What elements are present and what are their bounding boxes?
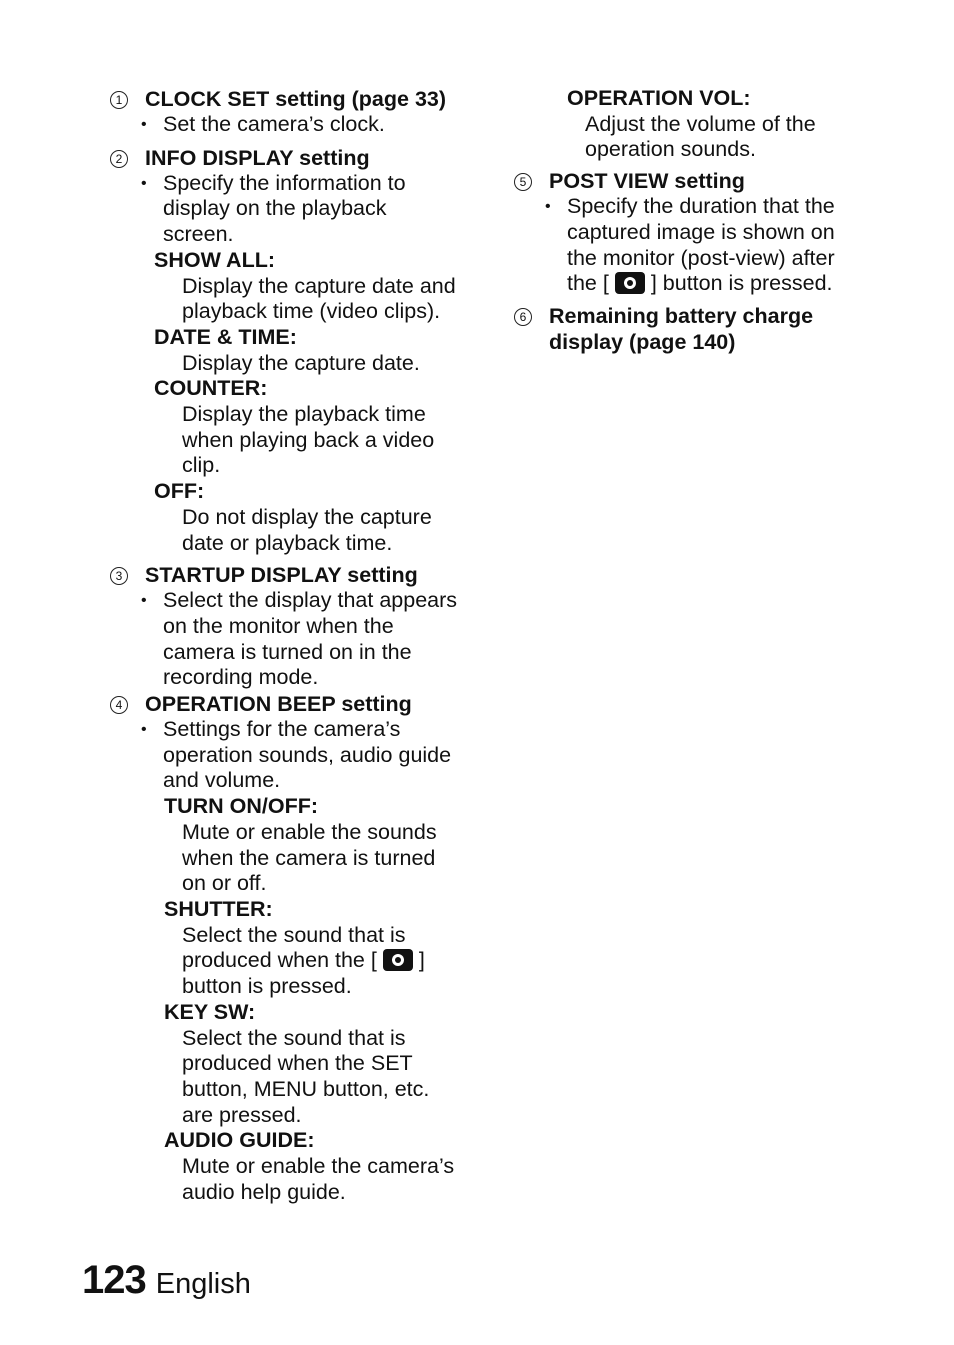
item-number-1: 1 — [110, 91, 128, 109]
text-line: operation sounds, audio guide — [163, 742, 452, 767]
text-line — [567, 271, 872, 297]
sub-heading: AUDIO GUIDE: — [164, 1128, 315, 1153]
sub-heading: COUNTER: — [154, 376, 268, 401]
sub-body — [164, 1154, 478, 1205]
text-fragment: ] — [418, 948, 425, 973]
text-line: button is pressed. — [182, 974, 352, 999]
item-title-line: display (page 140) — [549, 329, 736, 354]
text-line: when the camera is turned — [182, 845, 436, 870]
sub-heading: SHOW ALL: — [154, 247, 276, 272]
item-title: INFO DISPLAY setting — [145, 145, 370, 170]
text-line: Display the playback time — [182, 402, 426, 427]
text-line: • Select the display that appears — [163, 588, 458, 613]
right-column — [512, 86, 872, 355]
sub-heading: OPERATION VOL: — [567, 86, 751, 110]
operation-vol-block — [512, 86, 872, 163]
item-clock-set — [108, 86, 478, 138]
text-line: Display the capture date. — [182, 350, 420, 375]
text-line: Adjust the volume of the — [585, 111, 816, 136]
text-line: are pressed. — [182, 1102, 302, 1127]
item-number-2: 2 — [110, 150, 128, 168]
sub-heading: DATE & TIME: — [154, 324, 297, 349]
page-number: 123 — [82, 1258, 146, 1302]
sub-body — [154, 402, 478, 479]
text-line: captured image is shown on — [567, 219, 835, 244]
text-line: Select the sound that is — [182, 922, 406, 947]
item-post-view — [512, 168, 872, 297]
bullet-text — [145, 588, 478, 691]
text-line: playback time (video clips). — [182, 299, 441, 324]
sub-body — [154, 351, 478, 377]
bullet-text — [145, 171, 478, 248]
sub-body — [164, 923, 478, 1000]
text-line: Mute or enable the sounds — [182, 819, 437, 844]
text-line: operation sounds. — [585, 137, 756, 162]
sub-body — [154, 274, 478, 325]
item-title: STARTUP DISPLAY setting — [145, 563, 418, 588]
page-language: English — [155, 1268, 251, 1300]
item-operation-beep — [108, 691, 478, 1205]
text-fragment: produced when the [ — [182, 948, 377, 973]
text-line: recording mode. — [163, 665, 319, 690]
text-line — [182, 948, 478, 974]
text-line: camera is turned on in the — [163, 639, 412, 664]
text-line: when playing back a video — [182, 427, 435, 452]
item-number-3: 3 — [110, 567, 128, 585]
text-line: • Settings for the camera’s — [163, 717, 401, 742]
text-line: screen. — [163, 222, 234, 247]
text-line: Mute or enable the camera’s — [182, 1154, 455, 1179]
text-line: audio help guide. — [182, 1179, 346, 1204]
item-number-4: 4 — [110, 696, 128, 714]
item-number-5: 5 — [514, 173, 532, 191]
text-line: • Specify the information to — [163, 170, 406, 195]
text-fragment: ] button is pressed. — [650, 271, 833, 296]
bullet-text — [145, 717, 478, 794]
text-line: the monitor (post-view) after — [567, 245, 835, 270]
text-line: button, MENU button, etc. — [182, 1076, 430, 1101]
sub-body — [567, 112, 872, 163]
text-line: Select the sound that is — [182, 1025, 406, 1050]
camera-icon — [615, 272, 645, 294]
item-number-6: 6 — [514, 308, 532, 326]
item-title: CLOCK SET setting (page 33) — [145, 87, 447, 111]
text-line: Do not display the capture — [182, 504, 432, 529]
bullet-text — [549, 194, 872, 297]
sub-body — [164, 820, 478, 897]
sub-body — [164, 1026, 478, 1129]
text-line: on the monitor when the — [163, 613, 394, 638]
text-line: and volume. — [163, 768, 281, 793]
sub-heading: TURN ON/OFF: — [164, 794, 319, 819]
item-remaining-battery — [512, 303, 872, 355]
item-info-display — [108, 145, 478, 557]
text-fragment: the [ — [567, 271, 609, 296]
text-line: Display the capture date and — [182, 273, 456, 298]
item-startup-display — [108, 562, 478, 691]
item-title-line: Remaining battery charge — [549, 303, 814, 328]
text-line: date or playback time. — [182, 530, 393, 555]
text-line: display on the playback — [163, 196, 387, 221]
sub-body — [154, 505, 478, 556]
text-line: • Specify the duration that the — [567, 194, 835, 219]
sub-heading: KEY SW: — [164, 999, 256, 1024]
sub-heading: SHUTTER: — [164, 896, 273, 921]
left-column — [108, 86, 478, 1205]
page-footer — [82, 1258, 251, 1303]
item-title: POST VIEW setting — [549, 169, 745, 194]
text-line: produced when the SET — [182, 1051, 413, 1076]
bullet-text: • Set the camera’s clock. — [145, 112, 478, 138]
sub-heading: OFF: — [154, 479, 205, 504]
item-title: OPERATION BEEP setting — [145, 692, 412, 717]
text-line: on or off. — [182, 871, 267, 896]
camera-icon — [383, 949, 413, 971]
text-line: clip. — [182, 453, 221, 478]
